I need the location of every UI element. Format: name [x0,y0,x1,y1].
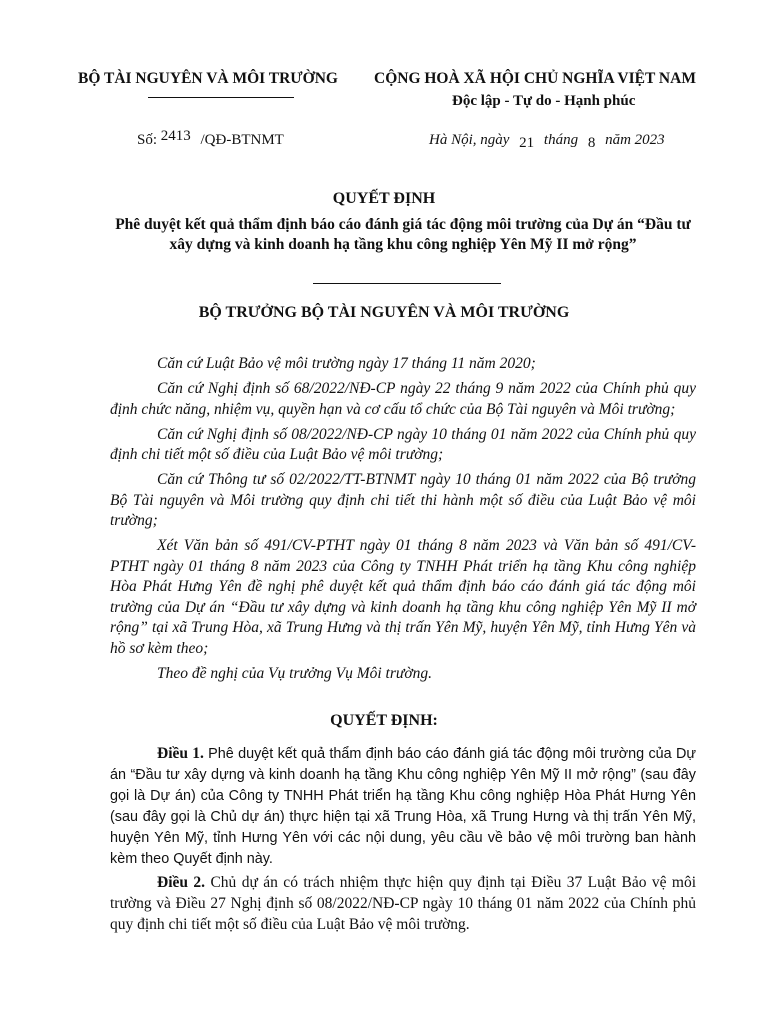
decision-heading: QUYẾT ĐỊNH: [330,712,438,729]
date-year: năm 2023 [605,132,665,148]
document-subtitle: Phê duyệt kết quả thẩm định báo cáo đánh giá tác động môi trường của Dự án “Đầu tư xây dựng và kinh doanh hạ tầng khu công nghiệp Yên Mỹ II mở rộng” [115,216,691,253]
title-underline [313,283,501,284]
basis-item: Căn cứ Luật Bảo vệ môi trường ngày 17 tháng 11 năm 2020; [157,355,536,372]
date-month-label: tháng [543,132,579,148]
authority-heading: BỘ TRƯỞNG BỘ TÀI NGUYÊN VÀ MÔI TRƯỜNG [198,304,570,321]
basis-item: Căn cứ Nghị định số 68/2022/NĐ-CP ngày 22 tháng 9 năm 2022 của Chính phủ quy định chức năng, nhiệm vụ, quyền hạn và cơ cấu tổ chức của Bộ Tài nguyên và Môi trường; [110,380,696,418]
basis-item: Xét Văn bản số 491/CV-PTHT ngày 01 tháng 8 năm 2023 và Văn bản số 491/CV-PTHT ngày 01 tháng 8 năm 2023 của Công ty TNHH Phát triển hạ tầng Khu công nghiệp Hòa Phát Hưng Yên đề nghị phê duyệt kết quả thẩm định báo cáo đánh giá tác động môi trường của Dự án “Đầu tư xây dựng và kinh doanh hạ tầng khu công nghiệp Yên Mỹ II mở rộng” tại xã Trung Hòa, xã Trung Hưng và thị trấn Yên Mỹ, huyện Yên Mỹ, tỉnh Hưng Yên và hồ sơ kèm theo; [110,537,696,657]
place-date-prefix: Hà Nội, ngày [429,132,510,148]
issuing-ministry: BỘ TÀI NGUYÊN VÀ MÔI TRƯỜNG [78,70,338,87]
place-date [429,132,665,149]
article-text: Phê duyệt kết quả thẩm định báo cáo đánh giá tác động môi trường của Dự án “Đầu tư xây dựng và kinh doanh hạ tầng Khu công nghiệp Yên Mỹ II mở rộng” (sau đây gọi là Dự án) của Công ty TNHH Phát triển hạ tầng Khu công nghiệp Hòa Phát Hưng Yên (sau đây gọi là Chủ dự án) thực hiện tại xã Trung Hòa, xã Trung Hưng và thị trấn Yên Mỹ, huyện Yên Mỹ, tỉnh Hưng Yên với các nội dung, yêu cầu về bảo vệ môi trường ban hành kèm theo Quyết định này. [110,746,697,867]
basis-item: Căn cứ Nghị định số 08/2022/NĐ-CP ngày 10 tháng 01 năm 2022 của Chính phủ quy định chi tiết một số điều của Luật Bảo vệ môi trường; [110,425,696,463]
so-label: Số: [137,132,158,148]
article-text: Chủ dự án có trách nhiệm thực hiện quy định tại Điều 37 Luật Bảo vệ môi trường và Điều 27 Nghị định số 08/2022/NĐ-CP ngày 10 tháng 01 năm 2022 của Chính phủ quy định chi tiết một số điều của Luật Bảo vệ môi trường. [110,874,697,933]
articles [110,743,696,937]
basis-item: Theo đề nghị của Vụ trưởng Vụ Môi trường. [157,664,432,682]
document-title: QUYẾT ĐỊNH [332,190,436,207]
legal-basis [110,354,696,689]
document-number [137,128,284,149]
article-label: Điều 2. [157,874,206,891]
national-motto: Độc lập - Tự do - Hạnh phúc [452,93,636,109]
so-number: 2413 [160,128,191,144]
article-2 [110,872,696,935]
national-name: CỘNG HOÀ XÃ HỘI CHỦ NGHĨA VIỆT NAM [374,70,696,87]
date-month: 8 [587,135,596,151]
date-day: 21 [519,135,535,151]
article-label: Điều 1. [157,745,204,762]
basis-item: Căn cứ Thông tư số 02/2022/TT-BTNMT ngày 10 tháng 01 năm 2022 của Bộ trưởng Bộ Tài nguyên và Môi trường quy định chi tiết thi hành một số điều của Luật Bảo vệ môi trường; [110,471,696,529]
article-1 [110,743,696,870]
ministry-underline [148,97,294,98]
so-suffix: /QĐ-BTNMT [200,132,284,148]
